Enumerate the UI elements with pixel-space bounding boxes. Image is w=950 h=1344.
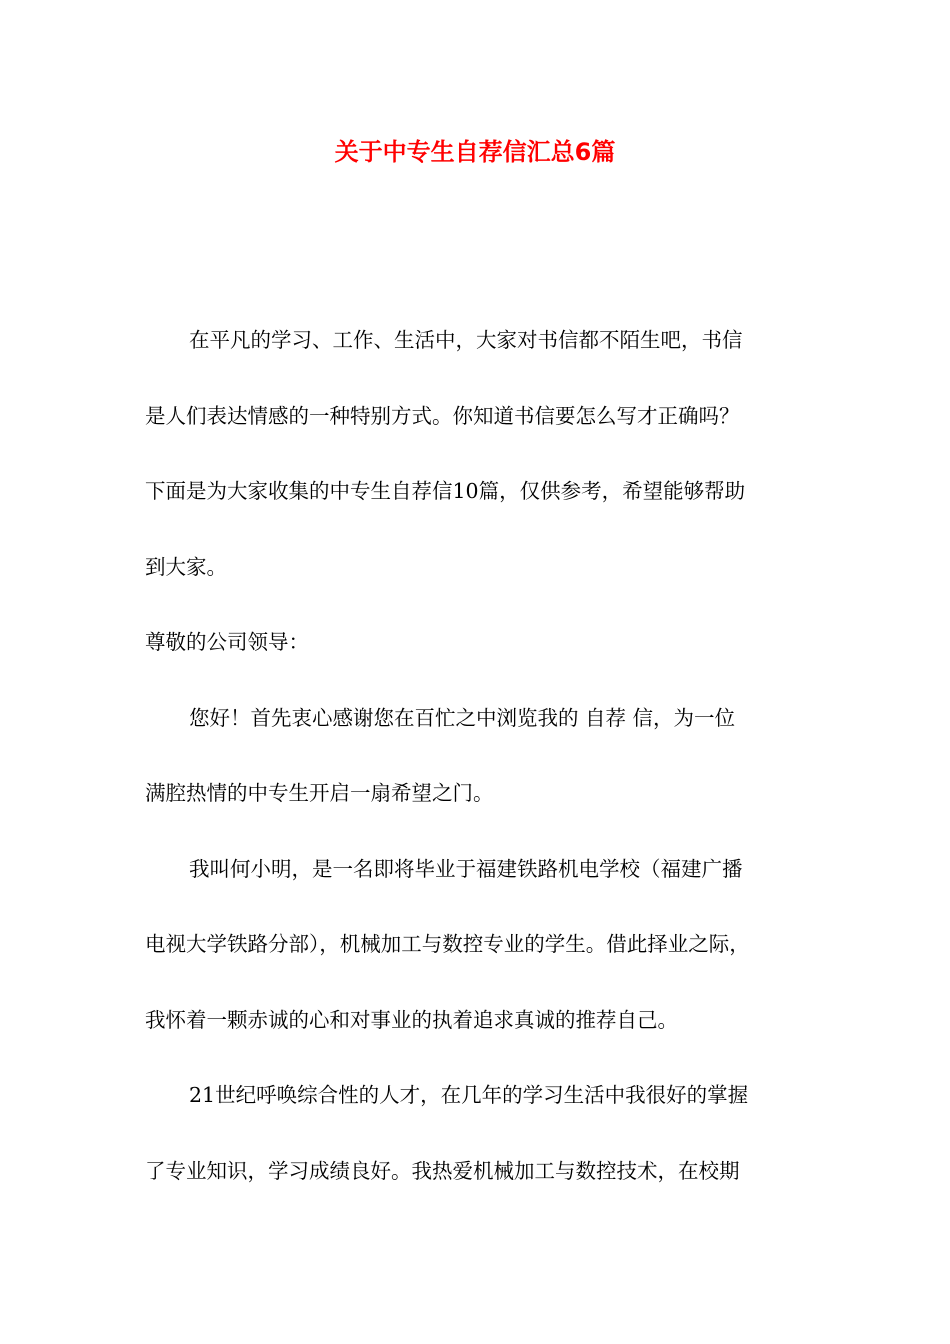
paragraph-line: 了专业知识，学习成绩良好。我热爱机械加工与数控技术，在校期 [145, 1158, 740, 1183]
salutation-line: 尊敬的公司领导： [145, 630, 309, 654]
paragraph-line: 您好！首先衷心感谢您在百忙之中浏览我的 自荐 信，为一位 [189, 705, 736, 730]
document-body [145, 322, 810, 1228]
paragraph-line: 电视大学铁路分部），机械加工与数控专业的学生。借此择业之际， [145, 932, 750, 956]
paragraph-line: 在平凡的学习、工作、生活中，大家对书信都不陌生吧，书信 [189, 328, 743, 352]
paragraph-line: 下面是为大家收集的中专生自荐信10篇，仅供参考，希望能够帮助 [145, 479, 746, 503]
paragraph-line: 我怀着一颗赤诚的心和对事业的执着追求真诚的推荐自己。 [145, 1007, 678, 1032]
paragraph-line: 21世纪呼唤综合性的人才，在几年的学习生活中我很好的掌握 [189, 1083, 749, 1107]
paragraph-line: 我叫何小明，是一名即将毕业于福建铁路机电学校（福建广播 [189, 856, 743, 881]
document-title: 关于中专生自荐信汇总6篇 [334, 138, 616, 166]
paragraph-line: 到大家。 [145, 554, 227, 579]
paragraph-line: 是人们表达情感的一种特别方式。你知道书信要怎么写才正确吗？ [145, 403, 740, 428]
paragraph-line: 满腔热情的中专生开启一扇希望之门。 [145, 781, 494, 805]
